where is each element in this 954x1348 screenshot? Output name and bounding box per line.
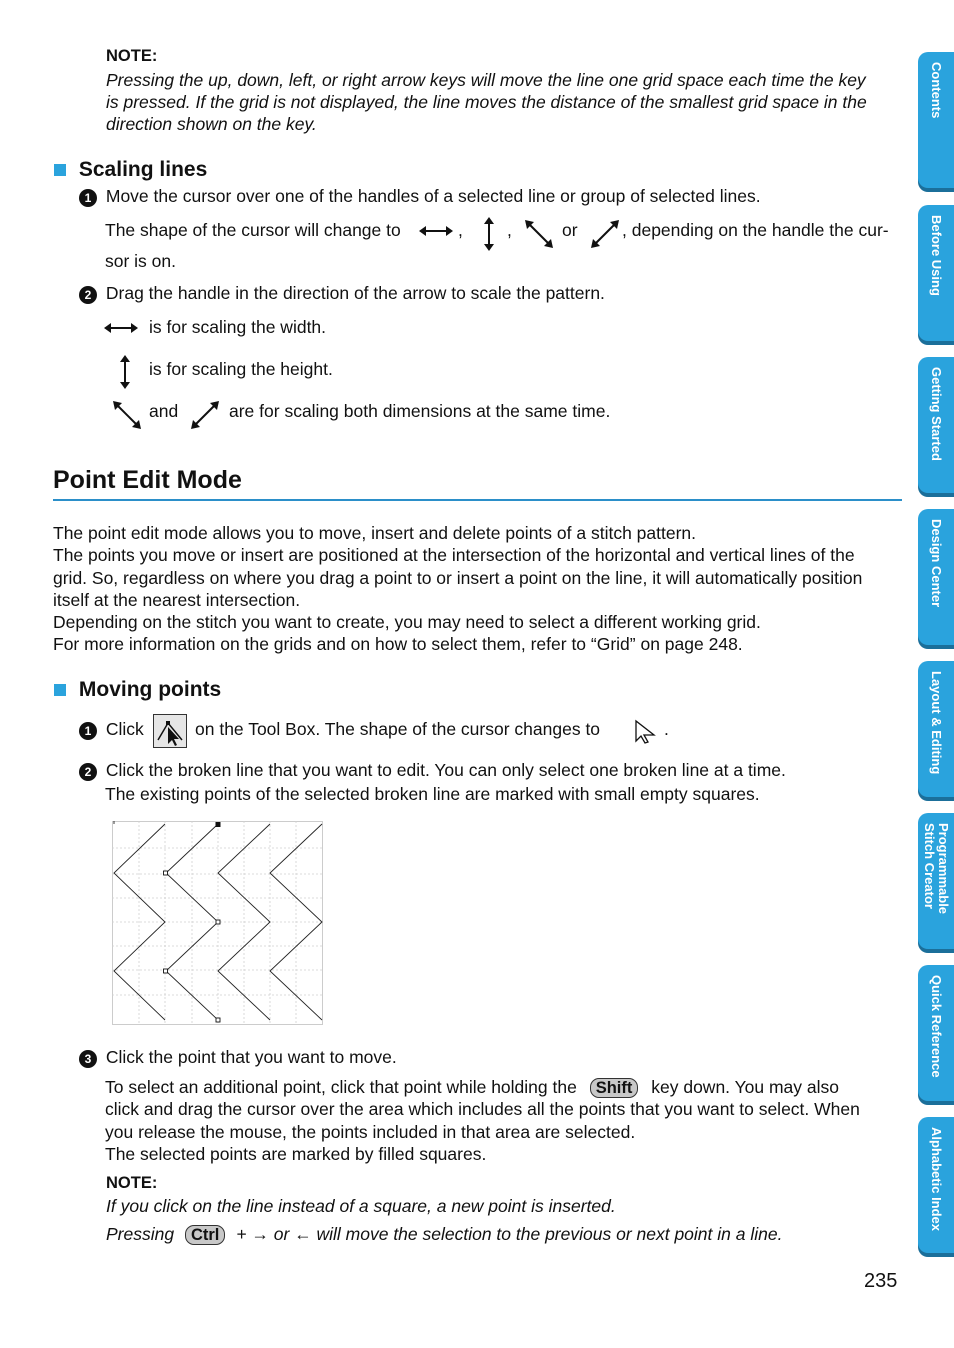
moving-step-2 (79, 760, 786, 781)
text: The selected points are marked by filled squares. (105, 1143, 487, 1164)
tab-label: Layout & Editing (929, 671, 944, 775)
diagonal-resize-nwse-icon (523, 218, 555, 250)
tab-label: Before Using (929, 215, 944, 296)
vertical-resize-icon (480, 216, 498, 252)
horizontal-resize-icon (103, 319, 139, 337)
step-text: Drag the handle in the direction of the arrow to scale the pattern. (105, 283, 605, 303)
section-bullet-icon (54, 684, 66, 696)
tab-quick-reference[interactable] (918, 965, 954, 1101)
text: Pressing (106, 1224, 175, 1244)
vertical-resize-icon (116, 354, 134, 390)
text: , depending on the handle the cur- (622, 220, 889, 240)
tab-label: Alphabetic Index (929, 1127, 944, 1232)
step-text: on the Tool Box. The shape of the cursor changes to (195, 719, 601, 739)
tab-label: Design Center (929, 519, 944, 608)
note-line: direction shown on the key. (106, 114, 317, 134)
tab-before-using[interactable] (918, 205, 954, 341)
tab-label: Getting Started (929, 367, 944, 461)
tab-label: Programmable Stitch Creator (922, 823, 951, 915)
text: is for scaling the width. (149, 317, 327, 337)
section-title: Moving points (78, 678, 222, 701)
tab-programmable-stitch-creator[interactable] (918, 813, 954, 949)
cursor-shape-line (105, 220, 401, 241)
tab-layout-editing[interactable] (918, 661, 954, 797)
text: To select an additional point, click that point while holding the (105, 1077, 577, 1097)
step-number: 3 (79, 1050, 97, 1068)
text: sor is on. (105, 251, 176, 271)
step-text: The existing points of the selected broken line are marked with small empty squares. (105, 784, 760, 804)
tab-alphabetic-index[interactable] (918, 1117, 954, 1253)
section-heading-scaling (54, 158, 207, 182)
tab-getting-started[interactable] (918, 357, 954, 493)
scaling-step-1 (79, 186, 761, 207)
tab-label: Quick Reference (929, 975, 944, 1078)
page-number: 235 (864, 1270, 898, 1292)
step-text: Click the point that you want to move. (105, 1047, 397, 1067)
text: is for scaling the height. (149, 359, 333, 379)
step-number: 1 (79, 189, 97, 207)
point-edit-tool-icon (153, 714, 187, 748)
text: , (507, 220, 512, 240)
text: or (562, 220, 578, 240)
text: + → or ← will move the selection to the previous or next point in a line. (236, 1224, 783, 1244)
shift-key-icon: Shift (590, 1078, 639, 1098)
step-number: 1 (79, 722, 97, 740)
note-heading: NOTE: (106, 1174, 158, 1192)
note-line: is pressed. If the grid is not displayed, the line moves the distance of the smallest grid space in the (106, 92, 867, 112)
shift-line (105, 1076, 905, 1098)
note-text (106, 69, 867, 135)
text: The shape of the cursor will change to (105, 220, 401, 240)
section-title: Scaling lines (78, 158, 208, 181)
tab-label: Contents (929, 62, 944, 119)
moving-step-3 (79, 1047, 397, 1068)
scaling-step-2 (79, 283, 605, 304)
moving-step-1 (79, 719, 144, 740)
arrow-cursor-icon (634, 719, 658, 745)
tab-design-center[interactable] (918, 509, 954, 645)
step-number: 2 (79, 763, 97, 781)
zigzag-grid-figure (112, 821, 323, 1025)
step-number: 2 (79, 286, 97, 304)
diagonal-resize-nwse-icon (111, 399, 143, 431)
divider (53, 499, 902, 501)
horizontal-resize-icon (418, 222, 454, 240)
step-text: Move the cursor over one of the handles of a selected line or group of selected lines. (105, 186, 761, 206)
point-edit-paragraph (53, 522, 903, 656)
paragraph-line: For more information on the grids and on how to select them, refer to “Grid” on page 248. (53, 634, 743, 655)
tab-contents[interactable] (918, 52, 954, 188)
text: . (664, 719, 669, 739)
diagonal-resize-nesw-icon (589, 218, 621, 250)
note-heading: NOTE: (106, 47, 158, 65)
text: you release the mouse, the points included in that area are selected. (105, 1121, 636, 1142)
section-bullet-icon (54, 164, 66, 176)
paragraph-line: grid. So, regardless on where you drag a point to or insert a point on the line, it will automatically position (53, 567, 863, 588)
text: click and drag the cursor over the area which includes all the points that you want to select. When (105, 1099, 860, 1120)
paragraph-line: The point edit mode allows you to move, insert and delete points of a stitch pattern. (53, 523, 697, 543)
paragraph-line: itself at the nearest intersection. (53, 589, 301, 610)
text: key down. You may also (651, 1077, 840, 1097)
ctrl-key-icon: Ctrl (185, 1225, 225, 1245)
paragraph-line: The points you move or insert are positioned at the intersection of the horizontal and vertical lines of the (53, 545, 855, 566)
diagonal-resize-nesw-icon (189, 399, 221, 431)
section-heading-moving (54, 678, 221, 702)
step-text: Click (105, 719, 144, 739)
step-text: Click the broken line that you want to edit. You can only select one broken line at a time. (105, 760, 786, 780)
paragraph-line: Depending on the stitch you want to create, you may need to select a different working grid. (53, 612, 761, 633)
text: are for scaling both dimensions at the same time. (229, 401, 611, 421)
text: and (149, 401, 179, 421)
note-line: Pressing the up, down, left, or right arrow keys will move the line one grid space each time the key (106, 70, 866, 90)
step-3-detail (105, 1076, 905, 1165)
text: , (458, 220, 463, 240)
page-section-title: Point Edit Mode (53, 466, 242, 494)
note-ctrl-line (106, 1223, 782, 1245)
note-text: If you click on the line instead of a square, a new point is inserted. (106, 1196, 616, 1216)
